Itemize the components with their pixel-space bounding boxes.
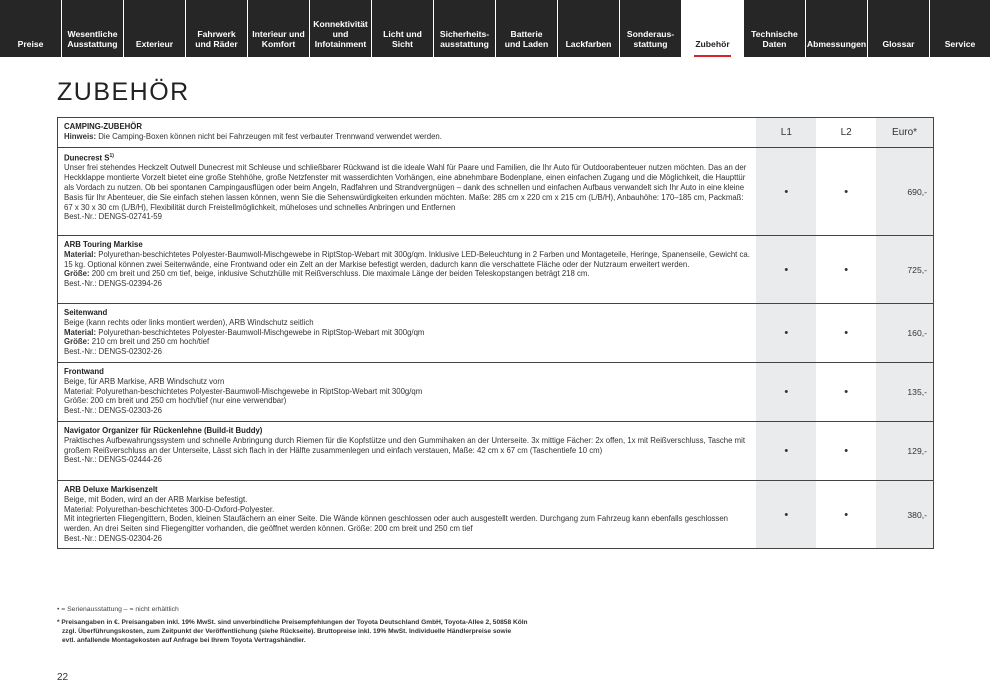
page-title: ZUBEHÖR bbox=[57, 78, 190, 106]
detail-text: 200 cm breit und 250 cm tief, beige, inklusive Schutzhülle mit Reißverschluss. Die maximale Länge der beiden Teleskopstangen beträgt 218 cm. bbox=[89, 269, 590, 279]
price-note-line-1: * Preisangaben in €. Preisangaben inkl. 19% MwSt. sind unverbindliche Preisempfehlungen der Toyota Deutschland GmbH, Toyota-Allee 2, 50858 Köln bbox=[57, 619, 528, 626]
nav-tab-4[interactable]: Interieur und Komfort bbox=[248, 0, 309, 57]
item-description bbox=[58, 304, 756, 362]
table-header-description bbox=[58, 118, 756, 147]
detail-text: Polyurethan-beschichtetes Polyester-Baumwoll-Mischgewebe in RiptStop-Webart mit 300g/qm. Inklusive LED-Beleuchtung in 2 Farben und Montageteile, Heringe, Spanenseile, Gewicht ca. 15 kg. Optional können zwei Seitenwände, eine Frontwand oder ein Zelt an der Markise befestigt werden, dadurch kann die verschattete Fläche oder der Nutzraum erweitert werden. bbox=[64, 249, 750, 269]
availability-mark: • bbox=[844, 185, 849, 198]
detail-label: Material: bbox=[64, 327, 97, 337]
item-detail-line bbox=[64, 495, 750, 505]
detail-text: Best.-Nr.: DENGS-02302-26 bbox=[64, 347, 162, 357]
availability-mark: • bbox=[784, 386, 789, 398]
item-price: 135,- bbox=[876, 363, 933, 421]
availability-l1 bbox=[756, 481, 816, 548]
nav-tab-0[interactable]: Preise bbox=[0, 0, 61, 57]
detail-text: Praktisches Aufbewahrungssystem und schnelle Anbringung durch Riemen für die Kopfstütze und den Gummihaken an der Unterseite. 3x mittige Fächer: 2x offen, 1x mit Reißverschluss, Tasche mit großem Reißverschluss an der Unterseite, Lässt sich flach in der Hälfte zusammenlegen und einfach verstauen, Maße: 42 cm x 67 cm (Taschentiefe 10 cm) bbox=[64, 435, 745, 455]
table-row bbox=[58, 362, 933, 421]
table-row bbox=[58, 147, 933, 235]
detail-text: Best.-Nr.: DENGS-02394-26 bbox=[64, 279, 162, 289]
availability-mark: • bbox=[844, 386, 849, 398]
column-header-price: Euro* bbox=[876, 118, 933, 147]
detail-text: Beige, für ARB Markise, ARB Windschutz vorn bbox=[64, 376, 225, 386]
detail-text: Best.-Nr.: DENGS-02741-59 bbox=[64, 212, 162, 222]
nav-tab-15[interactable]: Service bbox=[930, 0, 990, 57]
item-price: 160,- bbox=[876, 304, 933, 362]
availability-l2 bbox=[816, 481, 876, 548]
detail-text: Best.-Nr.: DENGS-02303-26 bbox=[64, 406, 162, 416]
item-detail-line bbox=[64, 436, 750, 456]
footnote-marker: 1) bbox=[109, 153, 114, 159]
availability-l1 bbox=[756, 304, 816, 362]
item-detail-line bbox=[64, 347, 750, 357]
availability-l2 bbox=[816, 148, 876, 235]
item-title-text: ARB Touring Markise bbox=[64, 240, 143, 249]
column-header-l1: L1 bbox=[756, 118, 816, 147]
availability-mark: • bbox=[844, 508, 849, 521]
table-header-row bbox=[58, 118, 933, 147]
table-row bbox=[58, 235, 933, 303]
nav-tab-9[interactable]: Lackfarben bbox=[558, 0, 619, 57]
item-detail-line bbox=[64, 406, 750, 416]
item-detail-line bbox=[64, 396, 750, 406]
hint-line bbox=[64, 132, 750, 142]
item-title bbox=[64, 152, 750, 163]
nav-tab-1[interactable]: Wesentliche Ausstattung bbox=[62, 0, 123, 57]
item-description bbox=[58, 363, 756, 421]
availability-mark: • bbox=[844, 445, 849, 457]
item-title-text: Navigator Organizer für Rückenlehne (Build-it Buddy) bbox=[64, 426, 263, 435]
item-detail-line bbox=[64, 250, 750, 270]
nav-tab-12[interactable]: Technische Daten bbox=[744, 0, 805, 57]
item-price: 129,- bbox=[876, 422, 933, 480]
item-description bbox=[58, 422, 756, 480]
detail-text: Best.-Nr.: DENGS-02304-26 bbox=[64, 533, 162, 543]
item-detail-line bbox=[64, 514, 750, 534]
detail-label: Größe: bbox=[64, 269, 90, 279]
item-title-text: Seitenwand bbox=[64, 308, 108, 317]
detail-text: Polyurethan-beschichtetes Polyester-Baumwoll-Mischgewebe in RiptStop-Webart mit 300g/qm bbox=[96, 327, 425, 337]
table-row bbox=[58, 480, 933, 548]
top-navigation bbox=[0, 0, 990, 57]
item-title bbox=[64, 485, 750, 495]
item-detail-line bbox=[64, 534, 750, 544]
item-price: 690,- bbox=[876, 148, 933, 235]
detail-text: Beige, mit Boden, wird an der ARB Markise befestigt. bbox=[64, 494, 248, 504]
item-detail-line bbox=[64, 279, 750, 289]
nav-tab-14[interactable]: Glossar bbox=[868, 0, 929, 57]
availability-mark: • bbox=[784, 445, 789, 457]
price-notes bbox=[57, 618, 597, 646]
availability-l1 bbox=[756, 236, 816, 303]
nav-tab-5[interactable]: Konnektivität und Infotainment bbox=[310, 0, 371, 57]
item-title bbox=[64, 240, 750, 250]
nav-tab-7[interactable]: Sicherheits- ausstattung bbox=[434, 0, 495, 57]
availability-l2 bbox=[816, 422, 876, 480]
availability-mark: • bbox=[844, 327, 849, 339]
nav-tab-11[interactable]: Zubehör bbox=[682, 0, 743, 57]
accessories-table bbox=[57, 117, 934, 549]
detail-text: Größe: 200 cm breit und 250 cm hoch/tief (nur eine verwendbar) bbox=[64, 396, 287, 406]
nav-tab-6[interactable]: Licht und Sicht bbox=[372, 0, 433, 57]
section-title: CAMPING-ZUBEHÖR bbox=[64, 122, 142, 131]
item-title-text: ARB Deluxe Markisenzelt bbox=[64, 485, 158, 494]
nav-tab-10[interactable]: Sonderaus- stattung bbox=[620, 0, 681, 57]
item-title-text: Frontwand bbox=[64, 367, 104, 376]
item-description bbox=[58, 481, 756, 548]
item-detail-line bbox=[64, 328, 750, 338]
item-price: 725,- bbox=[876, 236, 933, 303]
hint-text: Die Camping-Boxen können nicht bei Fahrzeugen mit fest verbauter Trennwand verwendet werden. bbox=[96, 131, 442, 141]
legend: • = Serienausstattung – = nicht erhältlich bbox=[57, 606, 179, 613]
detail-text: Material: Polyurethan-beschichtetes 300-D-Oxford-Polyester. bbox=[64, 504, 275, 514]
item-detail-line bbox=[64, 212, 750, 222]
availability-l1 bbox=[756, 422, 816, 480]
availability-mark: • bbox=[784, 508, 789, 521]
detail-text: Mit integrierten Fliegengittern, Boden, kleinen Staufächern an einer Seite. Die Wände können geschlossen oder auch ausgestellt werden. Durchgang zum Fahrzeug kann ebenfalls geschlossen werden. An drei Seiten sind Fliegengitter vorhanden, die geöffnet werden können. Größe: 200 cm breit und 250 cm tief bbox=[64, 514, 729, 534]
item-detail-line bbox=[64, 377, 750, 387]
availability-l2 bbox=[816, 236, 876, 303]
item-title-text: Dunecrest S bbox=[64, 153, 110, 163]
item-detail-line bbox=[64, 387, 750, 397]
column-header-l2: L2 bbox=[816, 118, 876, 147]
item-detail-line bbox=[64, 318, 750, 328]
page-number: 22 bbox=[57, 672, 69, 683]
item-description bbox=[58, 148, 756, 235]
item-title bbox=[64, 426, 750, 436]
item-title bbox=[64, 367, 750, 377]
hint-label: Hinweis: bbox=[64, 131, 97, 141]
nav-tab-2[interactable]: Exterieur bbox=[124, 0, 185, 57]
item-price: 380,- bbox=[876, 481, 933, 548]
availability-mark: • bbox=[784, 185, 789, 198]
table-row bbox=[58, 303, 933, 362]
availability-mark: • bbox=[784, 327, 789, 339]
price-note-line-2: zzgl. Überführungskosten, zum Zeitpunkt der Veröffentlichung (siehe Rückseite). Bruttopreise inkl. 19% MwSt. Individuelle Händlerpreise sowie bbox=[62, 628, 512, 636]
price-note-line-3: evtl. anfallende Montagekosten auf Anfrage bei Ihrem Toyota Vertragshändler. bbox=[62, 637, 306, 645]
nav-tab-3[interactable]: Fahrwerk und Räder bbox=[186, 0, 247, 57]
item-detail-line bbox=[64, 163, 750, 212]
detail-text: Unser frei stehendes Heckzelt Outwell Dunecrest mit Schleuse und schließbarer Rückwand ist die ideale Wahl für Paare und Familien, die Ihr Auto für Outdoorabenteuer nutzen möchten. Das an der Heckklappe montierte Vorzelt bietet eine große Stehhöhe, große Netzfenster mit wasserdichten Vorhängen, eine abnehmbare Bodenplane, einen einfachen Zugang und die Möglichkeit, die Haupttür als Vordach zu nutzen. Ob bei spontanen Campingausflügen oder beim Angeln, Radfahren und Strandvergnügen – dank des schnellen und einfachen Aufbaus verwandelt sich Ihr Auto in eine kleine Basis für Ihr Abenteuer, die Sie einfach stehen lassen können, wenn Sie die Sehenswürdigkeiten erkunden möchten. Maße: 285 cm x 220 cm x 215 cm (L/B/H), Anbauhöhe: 170–185 cm, Packmaß: 67 x 30 x 30 cm (L/B/H), Flexibilität durch Freistellmöglichkeit, müheloses und schnelles Anbringen und Entfernen bbox=[64, 163, 747, 212]
detail-text: Best.-Nr.: DENGS-02444-26 bbox=[64, 455, 162, 465]
detail-text: Material: Polyurethan-beschichtetes Polyester-Baumwoll-Mischgewebe in RiptStop-Webart mit 300g/qm bbox=[64, 386, 423, 396]
availability-l2 bbox=[816, 304, 876, 362]
detail-text: 210 cm breit und 250 cm hoch/tief bbox=[89, 337, 210, 347]
item-title bbox=[64, 308, 750, 318]
availability-mark: • bbox=[784, 263, 789, 276]
detail-label: Material: bbox=[64, 249, 97, 259]
item-detail-line bbox=[64, 337, 750, 347]
availability-l2 bbox=[816, 363, 876, 421]
availability-l1 bbox=[756, 148, 816, 235]
item-description bbox=[58, 236, 756, 303]
availability-l1 bbox=[756, 363, 816, 421]
detail-text: Beige (kann rechts oder links montiert werden), ARB Windschutz seitlich bbox=[64, 317, 314, 327]
nav-tab-8[interactable]: Batterie und Laden bbox=[496, 0, 557, 57]
item-detail-line bbox=[64, 269, 750, 279]
item-detail-line bbox=[64, 505, 750, 515]
nav-tab-13[interactable]: Abmessungen bbox=[806, 0, 867, 57]
detail-label: Größe: bbox=[64, 337, 90, 347]
table-row bbox=[58, 421, 933, 480]
availability-mark: • bbox=[844, 263, 849, 276]
item-detail-line bbox=[64, 455, 750, 465]
